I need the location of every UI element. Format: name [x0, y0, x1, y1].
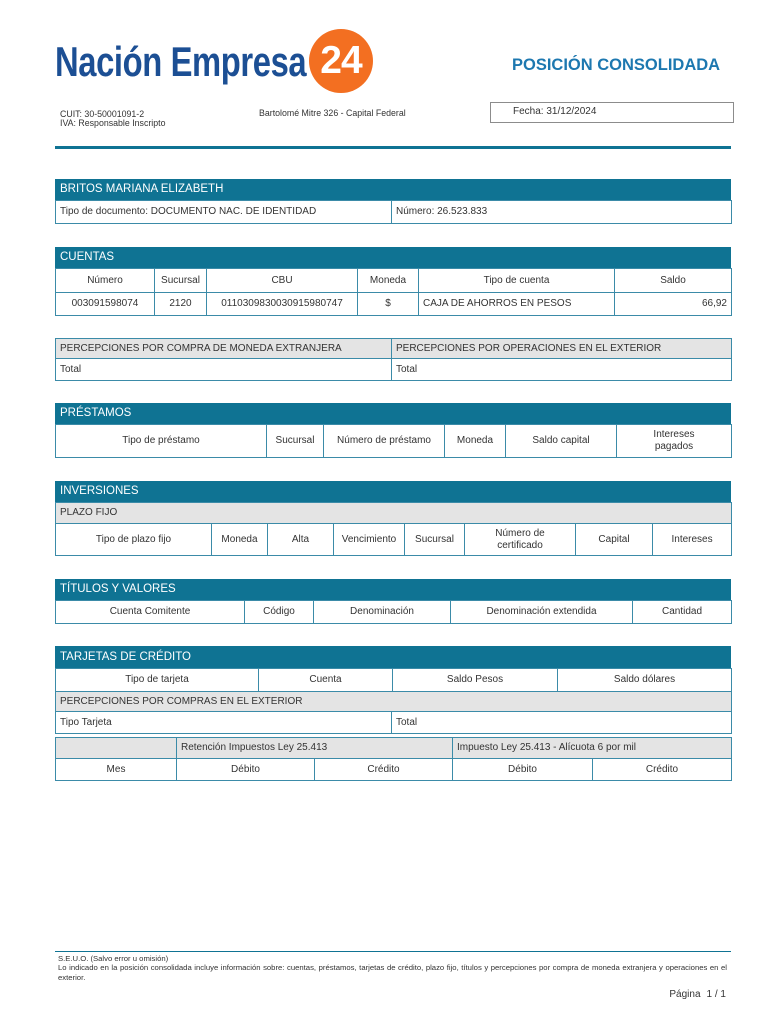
cell-moneda: $ — [358, 293, 419, 316]
page-number-value: 1 / 1 — [706, 989, 726, 1000]
column-header-intereses: Intereses — [653, 524, 732, 556]
column-header-sucursal: Sucursal — [405, 524, 465, 556]
column-header-cbu: CBU — [207, 269, 358, 293]
prestamos-table — [55, 424, 732, 458]
column-header-moneda: Moneda — [445, 425, 506, 458]
date-box — [490, 102, 734, 123]
footer-note: Lo indicado en la posición consolidada incluye información sobre: cuentas, préstamos, tarjetas de crédito, plazo fijo, títulos y percepciones por compra de moneda extranjera y operaciones en el exterior. — [58, 963, 727, 982]
header-divider — [55, 146, 731, 149]
client-table — [55, 200, 732, 224]
column-header-tipo-tarjeta: Tipo de tarjeta — [56, 669, 259, 692]
impuesto-ley-table — [55, 737, 732, 781]
table-header-row — [56, 601, 732, 624]
cuentas-title-bar: CUENTAS — [55, 247, 731, 268]
footer-divider — [55, 951, 731, 952]
column-header-intereses-pagados-cell — [617, 425, 732, 458]
column-header-retencion-credito: Crédito — [315, 759, 453, 781]
company-iva: IVA: Responsable Inscripto — [60, 118, 166, 128]
column-header-saldo-dolares: Saldo dólares — [558, 669, 732, 692]
column-header-vencimiento: Vencimiento — [334, 524, 405, 556]
column-header-total: Total — [392, 712, 732, 734]
brand-badge: 24 — [309, 29, 373, 93]
brand-name: Nación Empresa — [55, 38, 307, 85]
cell-numero: 003091598074 — [56, 293, 155, 316]
cuentas-section — [55, 247, 731, 316]
column-header-tipo-prestamo: Tipo de préstamo — [56, 425, 267, 458]
column-header-denominacion-extendida: Denominación extendida — [451, 601, 633, 624]
percepciones-section — [55, 338, 731, 381]
table-row — [56, 293, 732, 316]
column-header-numero: Número — [56, 269, 155, 293]
client-document-number: Número: 26.523.833 — [392, 201, 732, 224]
titulos-section — [55, 579, 731, 624]
column-header-numero-certificado: Número de certificado — [495, 527, 545, 551]
impuesto-ley-group-row — [56, 738, 732, 759]
company-address: Bartolomé Mitre 326 - Capital Federal — [259, 108, 406, 118]
page-number-label: Página — [669, 989, 701, 1000]
plazo-fijo-subheader-row — [56, 503, 732, 524]
percepciones-exterior-total: Total — [392, 359, 732, 381]
column-header-saldo-capital: Saldo capital — [506, 425, 617, 458]
client-name-bar: BRITOS MARIANA ELIZABETH — [55, 179, 731, 200]
titulos-table — [55, 600, 732, 624]
table-header-row — [56, 524, 732, 556]
inversiones-table — [55, 502, 732, 556]
column-header-cantidad: Cantidad — [633, 601, 732, 624]
table-row — [56, 201, 732, 224]
document-title: POSICIÓN CONSOLIDADA — [512, 56, 721, 74]
footer-seuo: S.E.U.O. (Salvo error u omisión) — [58, 954, 169, 963]
table-header-row — [56, 339, 732, 359]
column-header-sucursal: Sucursal — [267, 425, 324, 458]
plazo-fijo-subheader: PLAZO FIJO — [56, 503, 732, 524]
cell-cbu: 0110309830030915980747 — [207, 293, 358, 316]
percepciones-table — [55, 338, 732, 381]
cuentas-table — [55, 268, 732, 316]
percepciones-moneda-extranjera-total: Total — [56, 359, 392, 381]
column-header-tipo-plazo-fijo: Tipo de plazo fijo — [56, 524, 212, 556]
column-header-capital: Capital — [576, 524, 653, 556]
titulos-title-bar: TÍTULOS Y VALORES — [55, 579, 731, 600]
column-header-impuesto-debito: Débito — [453, 759, 593, 781]
column-header-mes: Mes — [56, 759, 177, 781]
page-number — [669, 989, 726, 1001]
column-header-moneda: Moneda — [358, 269, 419, 293]
impuesto-ley-corner-cell — [56, 738, 177, 759]
tarjetas-section — [55, 646, 731, 734]
tarjetas-title-bar: TARJETAS DE CRÉDITO — [55, 646, 731, 668]
column-header-saldo: Saldo — [615, 269, 732, 293]
impuesto-alicuota-header: Impuesto Ley 25.413 - Alícuota 6 por mil — [453, 738, 732, 759]
percepciones-moneda-extranjera-header: PERCEPCIONES POR COMPRA DE MONEDA EXTRANJERA — [56, 339, 392, 359]
percepciones-exterior-header: PERCEPCIONES POR OPERACIONES EN EL EXTERIOR — [392, 339, 732, 359]
company-cuit: CUIT: 30-50001091-2 — [60, 109, 145, 119]
column-header-tipo-cuenta: Tipo de cuenta — [419, 269, 615, 293]
cell-tipo-cuenta: CAJA DE AHORROS EN PESOS — [419, 293, 615, 316]
column-header-codigo: Código — [245, 601, 314, 624]
table-row — [56, 359, 732, 381]
table-header-row — [56, 669, 732, 692]
column-header-numero-prestamo: Número de préstamo — [324, 425, 445, 458]
column-header-saldo-pesos: Saldo Pesos — [393, 669, 558, 692]
column-header-cuenta: Cuenta — [259, 669, 393, 692]
client-document-type: Tipo de documento: DOCUMENTO NAC. DE IDENTIDAD — [56, 201, 392, 224]
prestamos-title-bar: PRÉSTAMOS — [55, 403, 731, 424]
table-header-row — [56, 759, 732, 781]
column-header-numero-certificado-cell — [465, 524, 576, 556]
table-header-row — [56, 712, 732, 734]
column-header-retencion-debito: Débito — [177, 759, 315, 781]
statement-date: Fecha: 31/12/2024 — [513, 106, 597, 117]
column-header-sucursal: Sucursal — [155, 269, 207, 293]
client-section — [55, 179, 731, 224]
inversiones-title-bar: INVERSIONES — [55, 481, 731, 502]
tarjetas-table — [55, 668, 732, 692]
tarjetas-percepciones-subheader-row — [56, 692, 732, 712]
column-header-intereses-pagados: Intereses pagados — [653, 429, 695, 452]
column-header-impuesto-credito: Crédito — [593, 759, 732, 781]
column-header-cuenta-comitente: Cuenta Comitente — [56, 601, 245, 624]
impuesto-ley-section — [55, 737, 731, 781]
tarjetas-percepciones-subheader: PERCEPCIONES POR COMPRAS EN EL EXTERIOR — [56, 692, 732, 712]
retencion-impuestos-header: Retención Impuestos Ley 25.413 — [177, 738, 453, 759]
cell-sucursal: 2120 — [155, 293, 207, 316]
table-header-row — [56, 269, 732, 293]
inversiones-section — [55, 481, 731, 556]
cell-saldo: 66,92 — [615, 293, 732, 316]
column-header-moneda: Moneda — [212, 524, 268, 556]
column-header-alta: Alta — [268, 524, 334, 556]
prestamos-section — [55, 403, 731, 458]
column-header-tipo-tarjeta-percepcion: Tipo Tarjeta — [56, 712, 392, 734]
tarjetas-percepciones-table — [55, 691, 732, 734]
column-header-denominacion: Denominación — [314, 601, 451, 624]
table-header-row — [56, 425, 732, 458]
